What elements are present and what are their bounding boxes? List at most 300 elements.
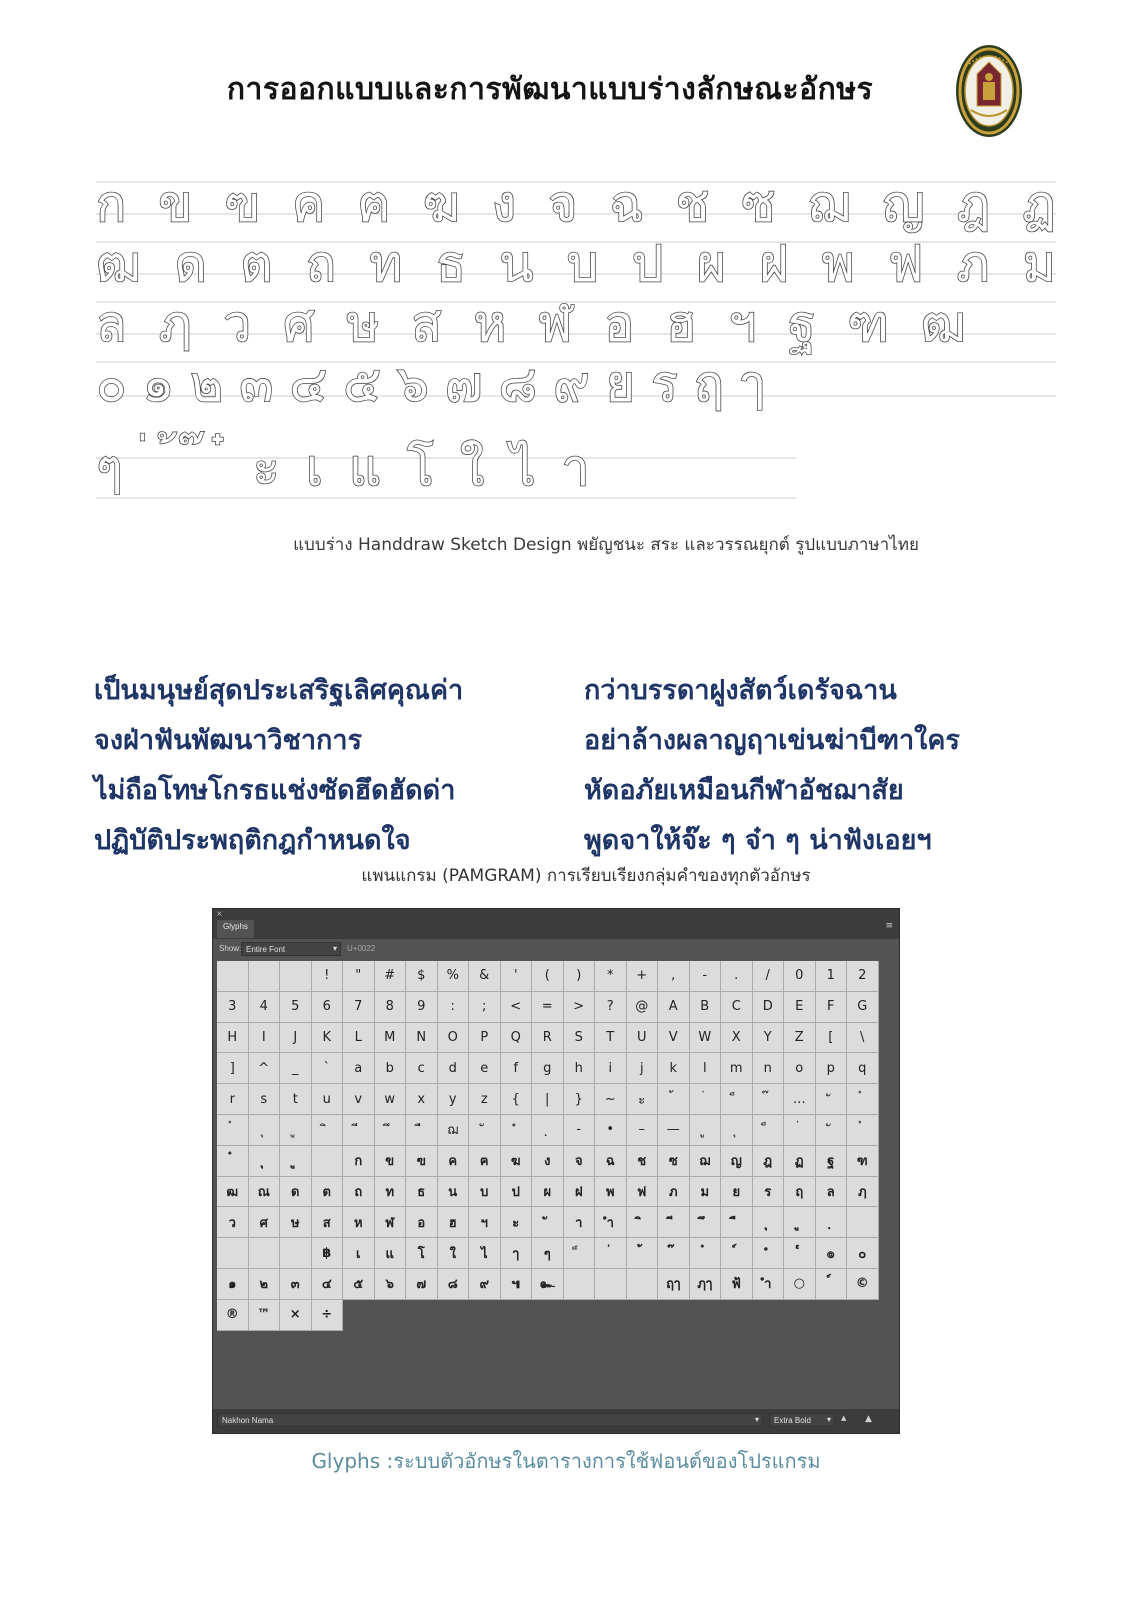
glyph-cell[interactable] [532, 1115, 564, 1146]
glyph-cell[interactable]: ฦ [847, 1177, 879, 1208]
sketch-glyph: ๑ [142, 355, 175, 413]
glyph-cell[interactable]: J [280, 1023, 312, 1054]
glyph-cell[interactable] [532, 1207, 564, 1238]
glyph-cell[interactable] [721, 1238, 753, 1269]
glyph-cell[interactable]: a [343, 1053, 375, 1084]
glyph-cell[interactable] [627, 1207, 659, 1238]
glyph-cell[interactable] [249, 1115, 281, 1146]
glyph-cell[interactable]: P [469, 1023, 501, 1054]
sketch-row-2 [96, 234, 1056, 294]
glyph-cell[interactable]: H [217, 1023, 249, 1054]
glyph-cell[interactable]: _ [280, 1053, 312, 1084]
glyph-cell[interactable]: ณ [249, 1177, 281, 1208]
glyph-cell[interactable]: Y [753, 1023, 785, 1054]
sketch-glyph: ส [411, 295, 442, 353]
glyph-cell[interactable]: ผ [532, 1177, 564, 1208]
glyph-cell[interactable]: ฤ [784, 1177, 816, 1208]
glyphs-caption: Glyphs :ระบบตัวอักษรในตารางการใช้ฟอนต์ของโปรแกรม [311, 1449, 821, 1473]
glyph-cell[interactable]: ไ [469, 1238, 501, 1269]
glyph-cell[interactable]: ฯ [469, 1207, 501, 1238]
glyph-cell[interactable]: ฐ [816, 1146, 848, 1177]
poem-line [94, 718, 1054, 768]
glyph-cell[interactable] [753, 1084, 785, 1115]
glyph-cell[interactable]: % [438, 961, 470, 992]
glyph-cell[interactable]: ฆ [501, 1146, 533, 1177]
zoom-out-icon[interactable]: ▲ [841, 1414, 847, 1422]
glyph-cell[interactable]: r [217, 1084, 249, 1115]
sketch-glyph: ๅ [740, 355, 765, 413]
glyph-cell[interactable]: & [469, 961, 501, 992]
sketch-glyph: บ [566, 235, 599, 293]
glyph-cell[interactable]: ] [217, 1053, 249, 1084]
glyph-cell[interactable]: ฅ [469, 1146, 501, 1177]
glyph-cell[interactable]: - [690, 961, 722, 992]
glyph-cell[interactable]: ภ [658, 1177, 690, 1208]
glyph-cell[interactable] [784, 1238, 816, 1269]
glyph-cell[interactable]: ข [375, 1146, 407, 1177]
glyph-cell[interactable]: ใ [438, 1238, 470, 1269]
sketch-glyph: ฯ [728, 295, 757, 353]
glyph-cell[interactable] [280, 1146, 312, 1177]
panel-menu-icon[interactable]: ≡ [885, 921, 893, 931]
glyph-cell[interactable]: ม [690, 1177, 722, 1208]
glyph-cell[interactable]: ™ [249, 1300, 281, 1331]
sketch-glyph: แ [348, 439, 382, 497]
glyph-cell[interactable] [217, 961, 249, 992]
glyph-cell[interactable] [658, 1084, 690, 1115]
glyph-cell[interactable] [784, 1115, 816, 1146]
page-title: การออกแบบและการพัฒนาแบบร่างลักษณะอักษร [226, 72, 874, 107]
glyph-cell[interactable]: { [501, 1084, 533, 1115]
poem-line [94, 668, 1054, 718]
glyph-cell[interactable]: k [658, 1053, 690, 1084]
poem-left: ปฏิบัติประพฤติกฎกำหนดใจ [94, 825, 411, 856]
chevron-down-icon: ▾ [754, 1415, 759, 1424]
glyph-cell[interactable]: ค [438, 1146, 470, 1177]
glyph-cell[interactable]: N [406, 1023, 438, 1054]
glyph-cell[interactable] [627, 1238, 659, 1269]
glyph-cell[interactable]: ฌ [438, 1115, 470, 1146]
sketch-glyph: ไ [510, 439, 536, 497]
glyph-cell[interactable]: ษ [280, 1207, 312, 1238]
glyph-cell[interactable]: O [438, 1023, 470, 1054]
glyph-cell[interactable]: 1 [816, 961, 848, 992]
panel-footer [213, 1409, 899, 1433]
glyph-cell[interactable]: | [532, 1084, 564, 1115]
glyph-cell[interactable]: 7 [343, 992, 375, 1023]
glyph-cell[interactable]: พ [595, 1177, 627, 1208]
glyph-cell[interactable]: g [532, 1053, 564, 1084]
glyph-cell[interactable]: ฏ [784, 1146, 816, 1177]
glyph-cell[interactable] [595, 1269, 627, 1300]
glyph-cell[interactable]: t [280, 1084, 312, 1115]
glyph-cell[interactable]: S [564, 1023, 596, 1054]
glyph-cell[interactable]: ^ [249, 1053, 281, 1084]
glyph-cell[interactable]: z [469, 1084, 501, 1115]
glyph-cell[interactable]: p [816, 1053, 848, 1084]
show-select-value: Entire Font [246, 945, 286, 954]
glyph-cell[interactable]: ๏ [816, 1238, 848, 1269]
sketch-glyph: ๔ [289, 355, 328, 413]
glyph-cell[interactable] [690, 1238, 722, 1269]
glyph-cell[interactable]: ด [280, 1177, 312, 1208]
glyph-cell[interactable]: L [343, 1023, 375, 1054]
glyph-cell[interactable]: ฟ้ [721, 1269, 753, 1300]
glyph-cell[interactable] [469, 1115, 501, 1146]
sketch-glyph: ๒ [190, 355, 224, 413]
font-family-select[interactable] [217, 1413, 763, 1427]
sketch-caption: แบบร่าง Handdraw Sketch Design พยัญชนะ สระ และวรรณยุกต์ รูปแบบภาษาไทย [293, 535, 919, 555]
sketch-glyph: า [561, 439, 590, 497]
glyph-cell[interactable]: V [658, 1023, 690, 1054]
sketch-glyph: ป [631, 235, 664, 293]
glyph-cell[interactable]: ฑ [847, 1146, 879, 1177]
glyph-cell[interactable]: o [784, 1053, 816, 1084]
glyph-cell[interactable]: ร [753, 1177, 785, 1208]
glyph-cell[interactable]: 4 [249, 992, 281, 1023]
glyph-cell[interactable]: ฿ [312, 1238, 344, 1269]
glyph-cell[interactable]: ฉ [595, 1146, 627, 1177]
glyph-cell[interactable]: – [627, 1115, 659, 1146]
glyph-cell[interactable]: 5 [280, 992, 312, 1023]
glyph-cell[interactable]: 9 [406, 992, 438, 1023]
glyph-cell[interactable]: D [753, 992, 785, 1023]
glyph-cell[interactable]: I [249, 1023, 281, 1054]
glyph-cell[interactable] [501, 1115, 533, 1146]
glyph-cell[interactable]: ซ [658, 1146, 690, 1177]
glyph-cell[interactable]: … [784, 1084, 816, 1115]
glyph-cell[interactable]: w [375, 1084, 407, 1115]
glyph-cell[interactable]: u [312, 1084, 344, 1115]
chevron-down-icon: ▾ [332, 944, 337, 953]
glyph-cell[interactable]: ย [721, 1177, 753, 1208]
glyph-cell[interactable]: b [375, 1053, 407, 1084]
glyph-cell[interactable] [217, 1238, 249, 1269]
glyph-cell[interactable]: y [438, 1084, 470, 1115]
glyph-cell[interactable]: n [753, 1053, 785, 1084]
zoom-in-icon[interactable]: ▲ [865, 1414, 872, 1424]
glyph-cell[interactable]: น [438, 1177, 470, 1208]
glyph-cell[interactable] [690, 1084, 722, 1115]
glyph-cell[interactable]: X [721, 1023, 753, 1054]
poem-right: พูดจาให้จ๊ะ ๆ จ๋า ๆ น่าฟังเอยฯ [584, 825, 932, 856]
glyph-cell[interactable]: ศ [249, 1207, 281, 1238]
glyph-cell[interactable]: ฝ [564, 1177, 596, 1208]
sketch-glyph: ฌ [807, 175, 851, 233]
sketch-glyph: ฟ [887, 235, 924, 293]
glyph-cell[interactable]: อ [406, 1207, 438, 1238]
glyph-cell[interactable]: ( [532, 961, 564, 992]
glyph-cell[interactable]: G [847, 992, 879, 1023]
glyph-cell[interactable] [753, 1115, 785, 1146]
show-select[interactable] [241, 942, 341, 956]
glyph-cell[interactable]: × [280, 1300, 312, 1331]
glyph-cell[interactable]: ล [816, 1177, 848, 1208]
glyph-cell[interactable]: ÷ [312, 1300, 344, 1331]
glyph-cell[interactable]: ; [469, 992, 501, 1023]
glyph-cell[interactable] [564, 1238, 596, 1269]
sketch-glyph: ผ [696, 235, 727, 293]
glyph-cell[interactable] [595, 1238, 627, 1269]
glyph-cell[interactable]: ง [532, 1146, 564, 1177]
glyph-cell[interactable]: i [595, 1053, 627, 1084]
glyph-cell[interactable]: ๔ [312, 1269, 344, 1300]
glyph-cell[interactable] [249, 1238, 281, 1269]
sketch-glyph: ห [473, 295, 507, 353]
glyph-cell[interactable] [280, 1115, 312, 1146]
glyph-cell[interactable] [847, 1115, 879, 1146]
glyph-cell[interactable]: ๓ [280, 1269, 312, 1300]
glyph-cell[interactable]: - [564, 1115, 596, 1146]
glyph-cell[interactable]: ฒ [217, 1177, 249, 1208]
glyph-cell[interactable]: ฤๅ [658, 1269, 690, 1300]
glyph-cell[interactable]: ำ [753, 1269, 785, 1300]
glyph-cell[interactable] [721, 1115, 753, 1146]
glyph-cell[interactable]: ๛ [532, 1269, 564, 1300]
glyph-cell[interactable] [312, 1146, 344, 1177]
sketch-glyph: ภ [956, 235, 990, 293]
glyph-cell[interactable] [816, 1084, 848, 1115]
glyph-cell[interactable]: — [658, 1115, 690, 1146]
glyph-cell[interactable]: 2 [847, 961, 879, 992]
glyph-cell[interactable]: B [690, 992, 722, 1023]
glyph-cell[interactable]: 8 [375, 992, 407, 1023]
glyph-cell[interactable]: T [595, 1023, 627, 1054]
sketch-glyph: ฒ [96, 235, 142, 293]
sketch-glyph: ฎ [956, 175, 991, 233]
glyph-cell[interactable]: > [564, 992, 596, 1023]
glyph-cell[interactable]: ๗ [406, 1269, 438, 1300]
glyph-cell[interactable]: j [627, 1053, 659, 1084]
glyph-cell[interactable] [217, 1115, 249, 1146]
glyph-cell[interactable] [816, 1115, 848, 1146]
glyph-cell[interactable]: c [406, 1053, 438, 1084]
glyph-cell[interactable]: ช [627, 1146, 659, 1177]
glyph-cell[interactable]: . [721, 961, 753, 992]
glyph-cell[interactable]: เ [343, 1238, 375, 1269]
glyph-cell[interactable]: = [532, 992, 564, 1023]
glyph-cell[interactable]: ๕ [343, 1269, 375, 1300]
glyph-cell[interactable]: W [690, 1023, 722, 1054]
chevron-down-icon: ▾ [826, 1415, 831, 1424]
glyph-cell[interactable] [847, 1207, 879, 1238]
tab-glyphs[interactable]: Glyphs [217, 920, 254, 938]
glyph-cell[interactable]: บ [469, 1177, 501, 1208]
glyph-cell[interactable]: ๙ [469, 1269, 501, 1300]
sketch-glyph: พ [821, 235, 855, 293]
glyph-cell[interactable]: m [721, 1053, 753, 1084]
glyph-cell[interactable] [280, 1238, 312, 1269]
glyph-cell[interactable]: ๑ [217, 1269, 249, 1300]
glyph-cell[interactable]: v [343, 1084, 375, 1115]
glyph-cell[interactable]: ® [217, 1300, 249, 1331]
glyph-cell[interactable]: ฃ [406, 1146, 438, 1177]
glyph-cell[interactable]: + [627, 961, 659, 992]
glyph-cell[interactable]: ฬ [375, 1207, 407, 1238]
glyph-cell[interactable]: h [564, 1053, 596, 1084]
glyph-cell[interactable]: ๅ [501, 1238, 533, 1269]
glyph-cell[interactable]: โ [406, 1238, 438, 1269]
glyph-cell[interactable] [249, 1146, 281, 1177]
glyph-cell[interactable]: : [438, 992, 470, 1023]
glyph-cell[interactable]: C [721, 992, 753, 1023]
glyph-cell[interactable]: \ [847, 1023, 879, 1054]
glyph-cell[interactable]: © [847, 1269, 879, 1300]
glyph-cell[interactable]: ๒ [249, 1269, 281, 1300]
glyph-cell[interactable]: " [343, 961, 375, 992]
sketch-glyph: ๆ [96, 439, 123, 497]
glyph-cell[interactable]: แ [375, 1238, 407, 1269]
glyph-cell[interactable]: # [375, 961, 407, 992]
glyph-cell[interactable] [249, 961, 281, 992]
glyph-cell[interactable]: Q [501, 1023, 533, 1054]
glyph-cell[interactable] [406, 1115, 438, 1146]
glyph-cell[interactable]: / [753, 961, 785, 992]
glyph-cell[interactable] [217, 1146, 249, 1177]
glyph-cell[interactable]: ส [312, 1207, 344, 1238]
glyph-cell[interactable]: ๚ [501, 1269, 533, 1300]
glyph-cell[interactable]: K [312, 1023, 344, 1054]
close-icon[interactable]: × [216, 909, 223, 918]
glyph-cell[interactable] [721, 1207, 753, 1238]
glyph-cell[interactable]: e [469, 1053, 501, 1084]
glyph-cell[interactable]: [ [816, 1023, 848, 1054]
glyph-cell[interactable]: E [784, 992, 816, 1023]
pangram-caption: แพนแกรม (PAMGRAM) การเรียบเรียงกลุ่มคำของทุกตัวอักษร [361, 866, 811, 886]
glyph-cell[interactable]: @ [627, 992, 659, 1023]
glyph-cell[interactable] [847, 1084, 879, 1115]
glyph-cell[interactable]: A [658, 992, 690, 1023]
glyph-cell[interactable]: ๆ [532, 1238, 564, 1269]
glyph-cell[interactable]: ` [312, 1053, 344, 1084]
sketch-glyph: ว [223, 295, 252, 353]
sketch-glyph: ข [158, 175, 193, 233]
glyph-cell[interactable]: ห [343, 1207, 375, 1238]
sketch-glyph: โ [407, 439, 434, 497]
pangram-poem [94, 668, 1054, 868]
sketch-glyph: ๖ [397, 355, 429, 413]
glyph-cell[interactable]: ? [595, 992, 627, 1023]
handdrawn-sketch-area [96, 168, 1056, 528]
glyph-cell[interactable] [721, 1084, 753, 1115]
glyph-cell[interactable] [816, 1207, 848, 1238]
glyph-cell[interactable] [564, 1269, 596, 1300]
glyph-cell[interactable]: 6 [312, 992, 344, 1023]
sketch-glyph: ธ [435, 235, 467, 293]
sketch-glyph: ฅ [357, 175, 391, 233]
glyph-cell[interactable] [343, 1115, 375, 1146]
glyph-cell[interactable]: ๐ [847, 1238, 879, 1269]
sketch-glyph: ฦ [158, 295, 192, 353]
sketch-glyph: ช [675, 175, 710, 233]
glyph-cell[interactable]: ำ [595, 1207, 627, 1238]
glyph-cell[interactable] [280, 961, 312, 992]
glyph-cell[interactable] [658, 1238, 690, 1269]
glyph-cell[interactable] [690, 1115, 722, 1146]
glyph-cell[interactable]: F [816, 992, 848, 1023]
font-style-select[interactable] [769, 1413, 835, 1427]
poem-right: อย่าล้างผลาญฤาเข่นฆ่าบีฑาใคร [584, 725, 960, 756]
glyph-cell[interactable]: ต [312, 1177, 344, 1208]
glyph-cell[interactable]: R [532, 1023, 564, 1054]
glyph-cell[interactable]: 3 [217, 992, 249, 1023]
sketch-glyph: ๗ [444, 355, 483, 413]
glyph-cell[interactable]: q [847, 1053, 879, 1084]
glyph-cell[interactable]: ว [217, 1207, 249, 1238]
glyph-cell[interactable] [753, 1207, 785, 1238]
glyph-cell[interactable]: ฮ [438, 1207, 470, 1238]
glyph-cell[interactable]: U [627, 1023, 659, 1054]
poem-line [94, 768, 1054, 818]
glyph-cell[interactable]: • [595, 1115, 627, 1146]
glyph-cell[interactable] [690, 1207, 722, 1238]
glyph-cell[interactable]: ฎ [753, 1146, 785, 1177]
glyph-cell[interactable]: ฌ [690, 1146, 722, 1177]
glyph-cell[interactable]: ! [312, 961, 344, 992]
glyph-cell[interactable] [658, 1207, 690, 1238]
glyph-cell[interactable]: ธ [406, 1177, 438, 1208]
sketch-glyph: ๐ [96, 355, 127, 413]
glyph-cell[interactable] [753, 1238, 785, 1269]
glyph-cell[interactable] [627, 1269, 659, 1300]
glyph-cell[interactable]: l [690, 1053, 722, 1084]
glyph-cell[interactable]: Z [784, 1023, 816, 1054]
glyph-cell[interactable]: ○ [784, 1269, 816, 1300]
glyph-cell[interactable] [816, 1269, 848, 1300]
glyph-cell[interactable]: า [564, 1207, 596, 1238]
glyph-cell[interactable]: M [375, 1023, 407, 1054]
glyph-cell[interactable]: ญ [721, 1146, 753, 1177]
glyph-cell[interactable]: ๘ [438, 1269, 470, 1300]
sketch-glyph: ก [96, 175, 127, 233]
glyph-cell[interactable]: ) [564, 961, 596, 992]
glyph-cell[interactable]: ท [375, 1177, 407, 1208]
glyphs-panel [212, 908, 900, 1434]
glyph-cell[interactable]: ป [501, 1177, 533, 1208]
glyph-cell[interactable]: ถ [343, 1177, 375, 1208]
unicode-readout: U+0022 [347, 944, 376, 953]
glyph-cell[interactable]: x [406, 1084, 438, 1115]
poem-right: กว่าบรรดาฝูงสัตว์เดรัจฉาน [584, 675, 897, 706]
sketch-glyph: อ [604, 295, 635, 353]
glyph-cell[interactable]: 0 [784, 961, 816, 992]
glyph-cell[interactable] [784, 1207, 816, 1238]
sketch-glyph: ฏ [1022, 175, 1056, 233]
glyph-cell[interactable]: * [595, 961, 627, 992]
glyph-cell[interactable] [375, 1115, 407, 1146]
glyph-cell[interactable]: $ [406, 961, 438, 992]
poem-left: จงฝ่าฟันพัฒนาวิชาการ [94, 725, 363, 756]
glyph-cell[interactable]: d [438, 1053, 470, 1084]
glyph-cell[interactable]: ฦๅ [690, 1269, 722, 1300]
glyph-cell[interactable]: ' [501, 961, 533, 992]
glyph-cell[interactable]: f [501, 1053, 533, 1084]
glyph-cell[interactable] [312, 1115, 344, 1146]
glyph-cell[interactable]: , [658, 961, 690, 992]
glyph-cell[interactable]: ะ [627, 1084, 659, 1115]
glyph-cell[interactable]: ก [343, 1146, 375, 1177]
sketch-glyph: ฒ [920, 295, 966, 353]
glyph-cell[interactable]: จ [564, 1146, 596, 1177]
sketch-glyph: เ [305, 439, 323, 497]
glyph-cell[interactable]: } [564, 1084, 596, 1115]
glyph-cell[interactable]: < [501, 992, 533, 1023]
glyph-cell[interactable]: s [249, 1084, 281, 1115]
glyph-cell[interactable]: ะ [501, 1207, 533, 1238]
glyph-cell[interactable]: ๖ [375, 1269, 407, 1300]
glyph-cell[interactable]: ฟ [627, 1177, 659, 1208]
glyph-cell[interactable]: ~ [595, 1084, 627, 1115]
